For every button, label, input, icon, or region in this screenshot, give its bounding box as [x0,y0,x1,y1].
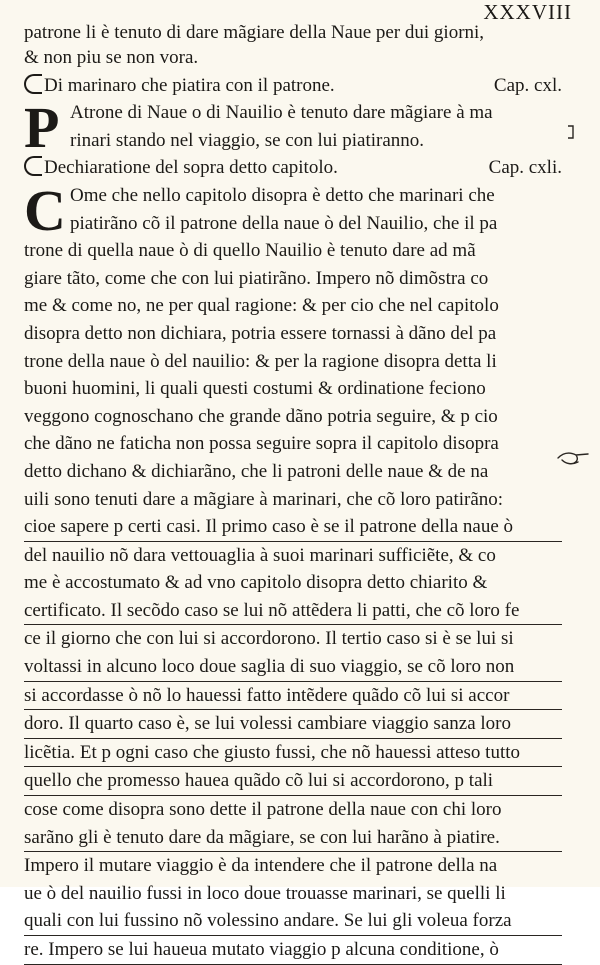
underlined-line: quello che promesso hauea quãdo cõ lui si accordorono, p tali [24,767,562,796]
chapter-heading [24,72,562,100]
manicule-icon [556,446,590,470]
underlined-line: si accordasse ò nõ lo hauessi fatto intẽdere quãdo cõ lui si accor [24,682,562,711]
text-line: buoni huomini, li quali questi costumi & ordinatione feciono [24,378,486,400]
heading-text: Dechiaratione del sopra detto capitolo. [44,157,338,179]
text-line: disopra detto non dichiara, potria essere tornassi à dãno del pa [24,322,497,344]
text-line: trone della naue ò del nauilio: & per la ragione disopra detta li [24,350,497,372]
text-block [24,22,562,965]
text-line: me è accostumato & ad vno capitolo disopra detto chiarito & [24,572,488,594]
underlined-line: certificato. Il secõdo caso se lui nõ attẽdera li patti, che cõ loro fe [24,597,562,626]
text-line: ce il giorno che con lui si accordorono. Il tertio caso si è se lui si [24,628,514,650]
text-line: del nauilio nõ dara vettouaglia à suoi marinari sufficiẽte, & co [24,544,496,566]
text-line: me & come no, ne per qual ragione: & per cio che nel capitolo [24,295,499,317]
underlined-line: quali con lui fussino nõ volessino andare. Se lui gli voleua forza [24,907,562,936]
margin-bracket-icon [566,125,576,139]
underlined-line: cioe sapere p certi casi. Il primo caso è se il patrone della naue ò [24,513,562,542]
text-line: trone di quella naue ò di quello Nauilio è tenuto dare ad mã [24,240,476,262]
text-line: che dãno ne faticha non possa seguire sopra il capitolo disopra [24,433,499,455]
pilcrow-icon [24,156,42,176]
heading-text: Di marinaro che piatira con il patrone. [44,74,335,96]
underlined-line: re. Impero se lui haueua mutato viaggio p alcuna conditione, ò [24,936,562,965]
text-line: Ome che nello capitolo disopra è detto che marinari che [70,184,495,206]
pilcrow-icon [24,74,42,94]
text-line: veggono cognoschano che grande dãno potria seguire, & p cio [24,405,498,427]
underlined-line: licẽtia. Et p ogni caso che giusto fussi, che nõ hauessi atteso tutto [24,739,562,768]
text-line: detto dichano & dichiarãno, che li patroni delle naue & de na [24,460,489,482]
drop-capital: P [24,95,60,161]
chapter-number: Cap. cxl. [493,74,562,96]
drop-capital: C [24,177,66,243]
text-line: cose come disopra sono dette il patrone della naue con chi loro [24,799,502,821]
underlined-line: voltassi in alcuno loco doue saglia di suo viaggio, se cõ loro non [24,653,562,682]
folio-number: XXXVIII [483,0,572,24]
underlined-line: sarãno gli è tenuto dare da mãgiare, se con lui harãno à piatire. [24,824,562,853]
text-line: ue ò del nauilio fussi in loco doue trouasse marinari, se quelli li [24,882,506,904]
chapter-heading [24,154,562,182]
text-line: rinari stando nel viaggio, se con lui piatiranno. [70,129,425,151]
text-line: & non piu se non vora. [24,47,199,68]
text-line: Atrone di Naue o di Nauilio è tenuto dare mãgiare à ma [70,102,493,124]
text-line: patrone li è tenuto di dare mãgiare della Naue per dui giorni, [24,22,485,43]
text-line: piatirãno cõ il patrone della naue ò del Nauilio, che il pa [70,212,498,234]
chapter-paragraph [24,95,562,161]
underlined-line: doro. Il quarto caso è, se lui volessi cambiare viaggio sanza loro [24,710,562,739]
text-line: Impero il mutare viaggio è da intendere che il patrone della na [24,855,498,877]
text-line: giare tãto, come che con lui piatirãno. Impero nõ dimõstra co [24,267,489,289]
text-line: uili sono tenuti dare a mãgiare à marinari, che cõ loro patirãno: [24,488,504,510]
chapter-paragraph [24,177,562,965]
chapter-number: Cap. cxli. [488,157,562,179]
